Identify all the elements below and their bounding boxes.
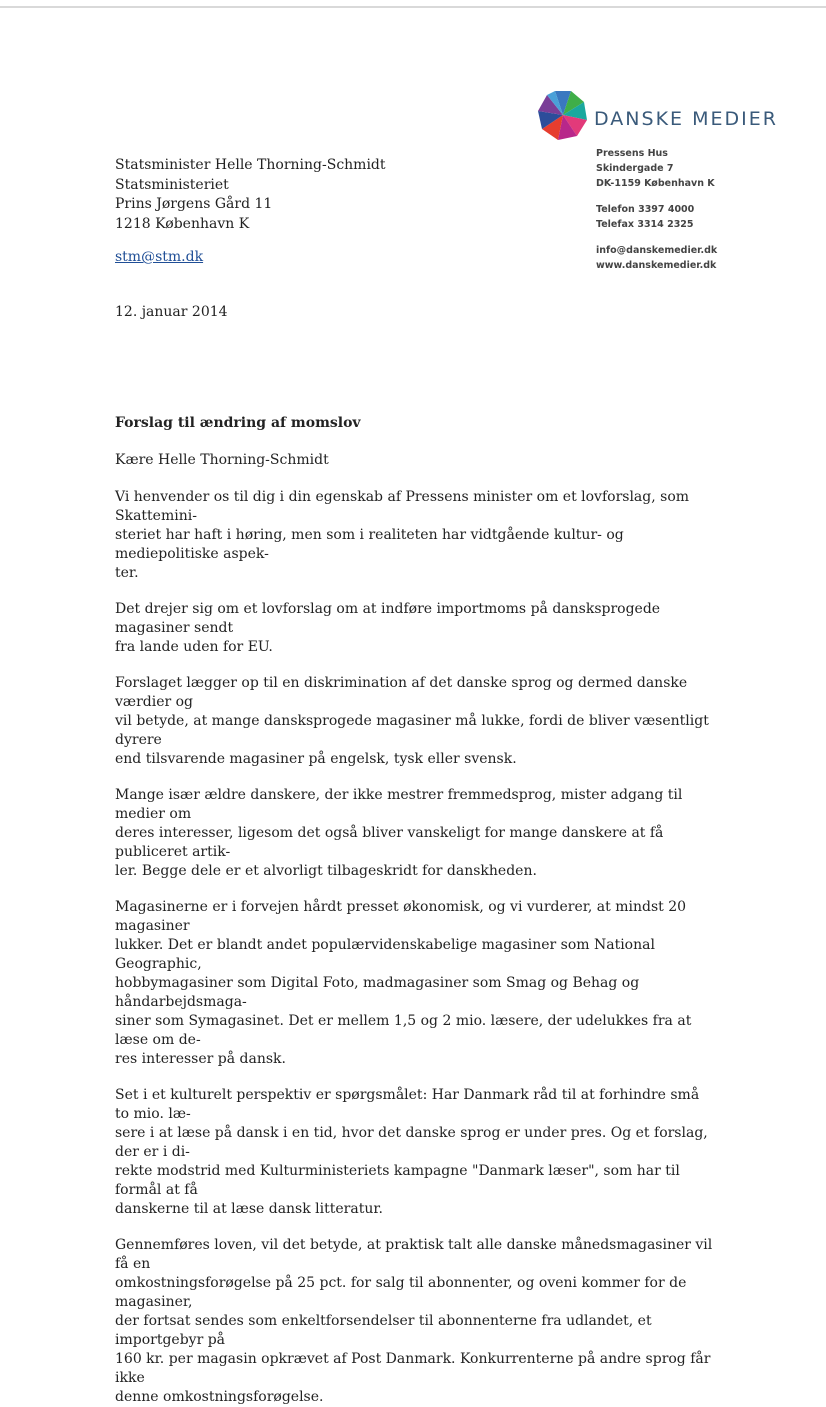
sender-phone: Telefon 3397 4000 bbox=[596, 204, 695, 215]
danske-medier-logo bbox=[536, 88, 776, 142]
sender-line: DK-1159 København K bbox=[596, 178, 715, 189]
recipient-line: Prins Jørgens Gård 11 bbox=[115, 196, 273, 212]
sender-website: www.danskemedier.dk bbox=[596, 260, 717, 271]
recipient-line: Statsminister Helle Thorning-Schmidt bbox=[115, 157, 386, 173]
body-paragraph bbox=[115, 674, 715, 769]
body-line: denne omkostningsforøgelse. bbox=[115, 1389, 324, 1405]
body-line: danskerne til at læse dansk litteratur. bbox=[115, 1201, 383, 1217]
page-top-edge bbox=[0, 6, 826, 8]
logo-mark-icon bbox=[536, 88, 590, 142]
recipient-line: Statsministeriet bbox=[115, 176, 229, 193]
recipient-address-block bbox=[115, 156, 386, 234]
body-line: Set i et kulturelt perspektiv er spørgsmålet: Har Danmark råd til at forhindre små to mio. læ- bbox=[115, 1087, 700, 1122]
body-line: steriet har haft i høring, men som i realiteten har vidtgående kultur- og mediepolitiske aspek- bbox=[115, 527, 624, 562]
body-paragraph bbox=[115, 600, 715, 657]
letter-subject: Forslag til ændring af momslov bbox=[115, 415, 361, 431]
body-line: end tilsvarende magasiner på engelsk, tysk eller svensk. bbox=[115, 751, 517, 767]
body-line: der fortsat sendes som enkeltforsendelser til abonnenterne fra udlandet, et importgebyr på bbox=[115, 1313, 652, 1348]
body-line: hobbymagasiner som Digital Foto, madmagasiner som Smag og Behag og håndarbejdsmaga- bbox=[115, 975, 640, 1010]
body-line: lukker. Det er blandt andet populærvidenskabelige magasiner som National Geographic, bbox=[115, 937, 655, 972]
body-line: sere i at læse på dansk i en tid, hvor det danske sprog er under pres. Og et forslag, der er i di- bbox=[115, 1125, 708, 1160]
body-paragraph bbox=[115, 1236, 715, 1407]
sender-line: Pressens Hus bbox=[596, 148, 668, 159]
body-line: ter. bbox=[115, 565, 139, 581]
body-paragraph bbox=[115, 786, 715, 881]
body-line: res interesser på dansk. bbox=[115, 1051, 286, 1067]
body-line: Det drejer sig om et lovforslag om at indføre importmoms på dansksprogede magasiner sendt bbox=[115, 601, 661, 636]
sender-email: info@danskemedier.dk bbox=[596, 245, 718, 256]
sender-address-block bbox=[596, 146, 717, 273]
body-line: 160 kr. per magasin opkrævet af Post Danmark. Konkurrenterne på andre sprog får ikke bbox=[115, 1351, 711, 1386]
body-line: deres interesser, ligesom det også bliver vanskeligt for mange danskere at få publiceret artik- bbox=[115, 825, 664, 860]
body-line: vil betyde, at mange dansksprogede magasiner må lukke, fordi de bliver væsentligt dyrere bbox=[115, 713, 709, 748]
body-line: fra lande uden for EU. bbox=[115, 639, 273, 655]
letter-body bbox=[115, 488, 715, 1407]
body-line: Magasinerne er i forvejen hårdt presset økonomisk, og vi vurderer, at mindst 20 magasiner bbox=[115, 899, 687, 934]
body-line: Mange især ældre danskere, der ikke mestrer fremmedsprog, mister adgang til medier om bbox=[115, 787, 683, 822]
body-line: rekte modstrid med Kulturministeriets kampagne "Danmark læser", som har til formål at få bbox=[115, 1163, 680, 1198]
sender-fax: Telefax 3314 2325 bbox=[596, 219, 694, 230]
sender-line: Skindergade 7 bbox=[596, 163, 674, 174]
body-line: Vi henvender os til dig i din egenskab af Pressens minister om et lovforslag, som Skattemini- bbox=[115, 489, 690, 524]
body-line: omkostningsforøgelse på 25 pct. for salg til abonnenter, og oveni kommer for de magasiner, bbox=[115, 1275, 687, 1310]
recipient-line: 1218 København K bbox=[115, 215, 250, 232]
recipient-email-link[interactable]: stm@stm.dk bbox=[115, 249, 204, 265]
body-paragraph bbox=[115, 488, 715, 583]
letter-date: 12. januar 2014 bbox=[115, 304, 228, 320]
body-line: ler. Begge dele er et alvorligt tilbageskridt for danskheden. bbox=[115, 863, 537, 879]
body-line: Gennemføres loven, vil det betyde, at praktisk talt alle danske månedsmagasiner vil få en bbox=[115, 1237, 713, 1272]
body-paragraph bbox=[115, 898, 715, 1069]
body-line: siner som Symagasinet. Det er mellem 1,5 og 2 mio. læsere, der udelukkes fra at læse om de- bbox=[115, 1013, 692, 1048]
letter-salutation: Kære Helle Thorning-Schmidt bbox=[115, 452, 329, 468]
logo-wordmark: DANSKE MEDIER bbox=[594, 108, 778, 130]
body-paragraph bbox=[115, 1086, 715, 1219]
body-line: Forslaget lægger op til en diskrimination af det danske sprog og dermed danske værdier og bbox=[115, 675, 688, 710]
